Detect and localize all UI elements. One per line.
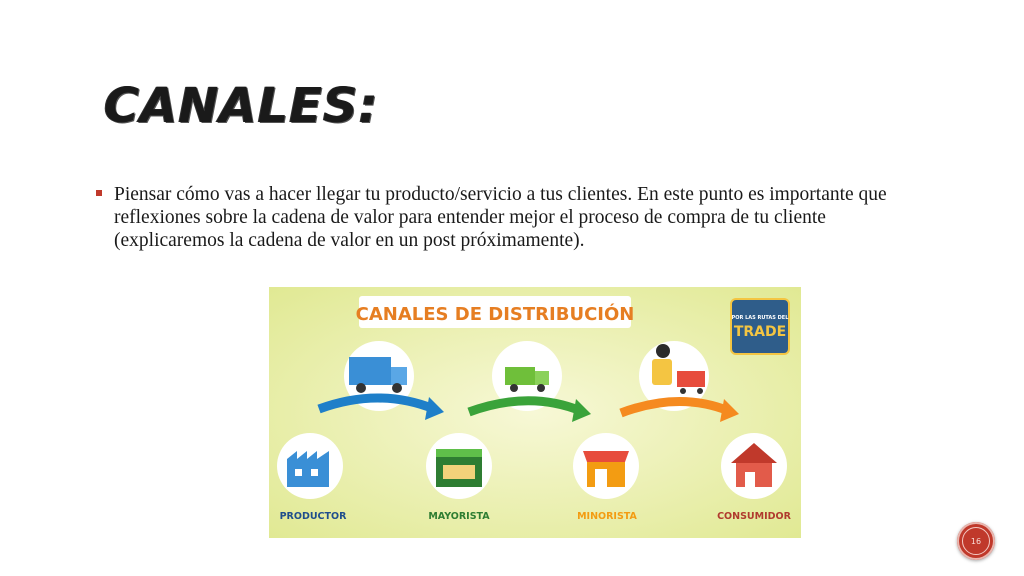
figure-heading: CANALES DE DISTRIBUCIÓN <box>355 304 635 325</box>
slide-number-button[interactable] <box>957 522 995 560</box>
bullet-list-item <box>96 183 926 252</box>
distribution-channels-figure <box>269 287 801 538</box>
badge-big-text: TRADE <box>733 324 787 340</box>
trade-badge <box>731 299 789 354</box>
stage-label-consumidor: CONSUMIDOR <box>717 511 791 522</box>
shop-icon <box>573 433 639 499</box>
bullet-square-icon <box>96 190 102 196</box>
factory-icon <box>277 433 343 499</box>
slide-number: 16 <box>962 527 990 555</box>
house-icon <box>721 433 787 499</box>
stage-label-mayorista: MAYORISTA <box>428 511 490 522</box>
slide-title: CANALES: <box>104 78 379 134</box>
bullet-text: Piensar cómo vas a hacer llegar tu producto/servicio a tus clientes. En este punto es importante que reflexiones sobre la cadena de valor para entender mejor el proceso de compra de tu cliente (explicaremos la cadena de valor en un post próximamente). <box>114 184 887 251</box>
warehouse-icon <box>426 433 492 499</box>
stage-label-minorista: MINORISTA <box>577 511 637 522</box>
stage-label-productor: PRODUCTOR <box>279 511 347 522</box>
badge-small-text: POR LAS RUTAS DEL <box>731 315 789 321</box>
